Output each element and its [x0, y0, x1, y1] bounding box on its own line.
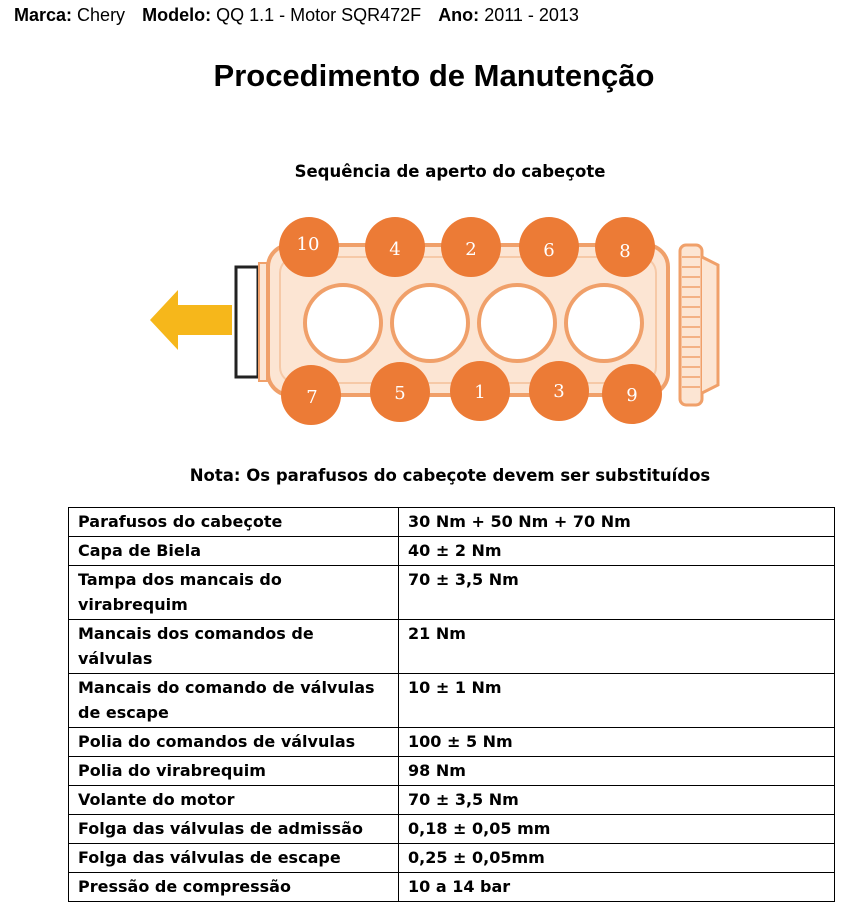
- table-row: [69, 674, 835, 728]
- spec-value: 30 Nm + 50 Nm + 70 Nm: [399, 508, 835, 537]
- table-row: [69, 508, 835, 537]
- bolt-label-8: 8: [619, 241, 631, 262]
- spec-item: Volante do motor: [69, 786, 399, 815]
- cylinder-2: [392, 285, 468, 361]
- spec-item: Parafusos do cabeçote: [69, 508, 399, 537]
- spec-value: 10 a 14 bar: [399, 873, 835, 902]
- spec-value: 21 Nm: [399, 620, 835, 674]
- spec-value: 10 ± 1 Nm: [399, 674, 835, 728]
- cylinder-4: [566, 285, 642, 361]
- spec-item: Folga das válvulas de escape: [69, 844, 399, 873]
- spec-item: Tampa dos mancais do virabrequim: [69, 566, 399, 620]
- bolt-label-7: 7: [306, 387, 318, 408]
- marca-label: Marca:: [14, 5, 73, 25]
- spec-item: Polia do virabrequim: [69, 757, 399, 786]
- torque-specs-table: [68, 507, 835, 902]
- table-row: [69, 873, 835, 902]
- spec-value: 40 ± 2 Nm: [399, 537, 835, 566]
- spec-value: 0,25 ± 0,05mm: [399, 844, 835, 873]
- bolt-label-6: 6: [543, 240, 555, 261]
- bolt-label-1: 1: [474, 382, 486, 403]
- modelo-value: QQ 1.1 - Motor SQR472F: [216, 5, 422, 25]
- table-row: [69, 537, 835, 566]
- spec-value: 70 ± 3,5 Nm: [399, 566, 835, 620]
- bolt-label-5: 5: [394, 383, 406, 404]
- note-text: Nota: Os parafusos do cabeçote devem ser substituídos: [189, 466, 711, 485]
- spec-value: 0,18 ± 0,05 mm: [399, 815, 835, 844]
- table-row: [69, 728, 835, 757]
- table-row: [69, 620, 835, 674]
- direction-arrow-icon: [150, 290, 232, 350]
- vehicle-header: [14, 5, 579, 26]
- table-row: [69, 786, 835, 815]
- spec-item: Polia do comandos de válvulas: [69, 728, 399, 757]
- ano-label: Ano:: [438, 5, 480, 25]
- spec-item: Pressão de compressão: [69, 873, 399, 902]
- bolt-label-3: 3: [553, 381, 565, 402]
- page-title: Procedimento de Manutenção: [213, 58, 655, 93]
- diagram-caption: Sequência de aperto do cabeçote: [294, 162, 606, 181]
- flywheel-plate: [236, 267, 258, 377]
- spec-item: Folga das válvulas de admissão: [69, 815, 399, 844]
- spec-value: 98 Nm: [399, 757, 835, 786]
- spec-value: 70 ± 3,5 Nm: [399, 786, 835, 815]
- cylinder-1: [305, 285, 381, 361]
- cylinder-head-diagram: [140, 205, 730, 435]
- spec-item: Mancais dos comandos de válvulas: [69, 620, 399, 674]
- timing-pulley: [680, 245, 702, 405]
- bolt-label-10: 10: [296, 234, 320, 255]
- ano-value: 2011 - 2013: [484, 5, 579, 25]
- bolt-label-4: 4: [389, 239, 401, 260]
- spec-item: Capa de Biela: [69, 537, 399, 566]
- marca-value: Chery: [77, 5, 126, 25]
- modelo-label: Modelo:: [142, 5, 212, 25]
- table-row: [69, 815, 835, 844]
- spec-item: Mancais do comando de válvulas de escape: [69, 674, 399, 728]
- spec-value: 100 ± 5 Nm: [399, 728, 835, 757]
- bolt-label-2: 2: [465, 239, 477, 260]
- bolt-label-9: 9: [626, 385, 638, 406]
- table-row: [69, 566, 835, 620]
- cylinder-3: [479, 285, 555, 361]
- table-row: [69, 844, 835, 873]
- table-row: [69, 757, 835, 786]
